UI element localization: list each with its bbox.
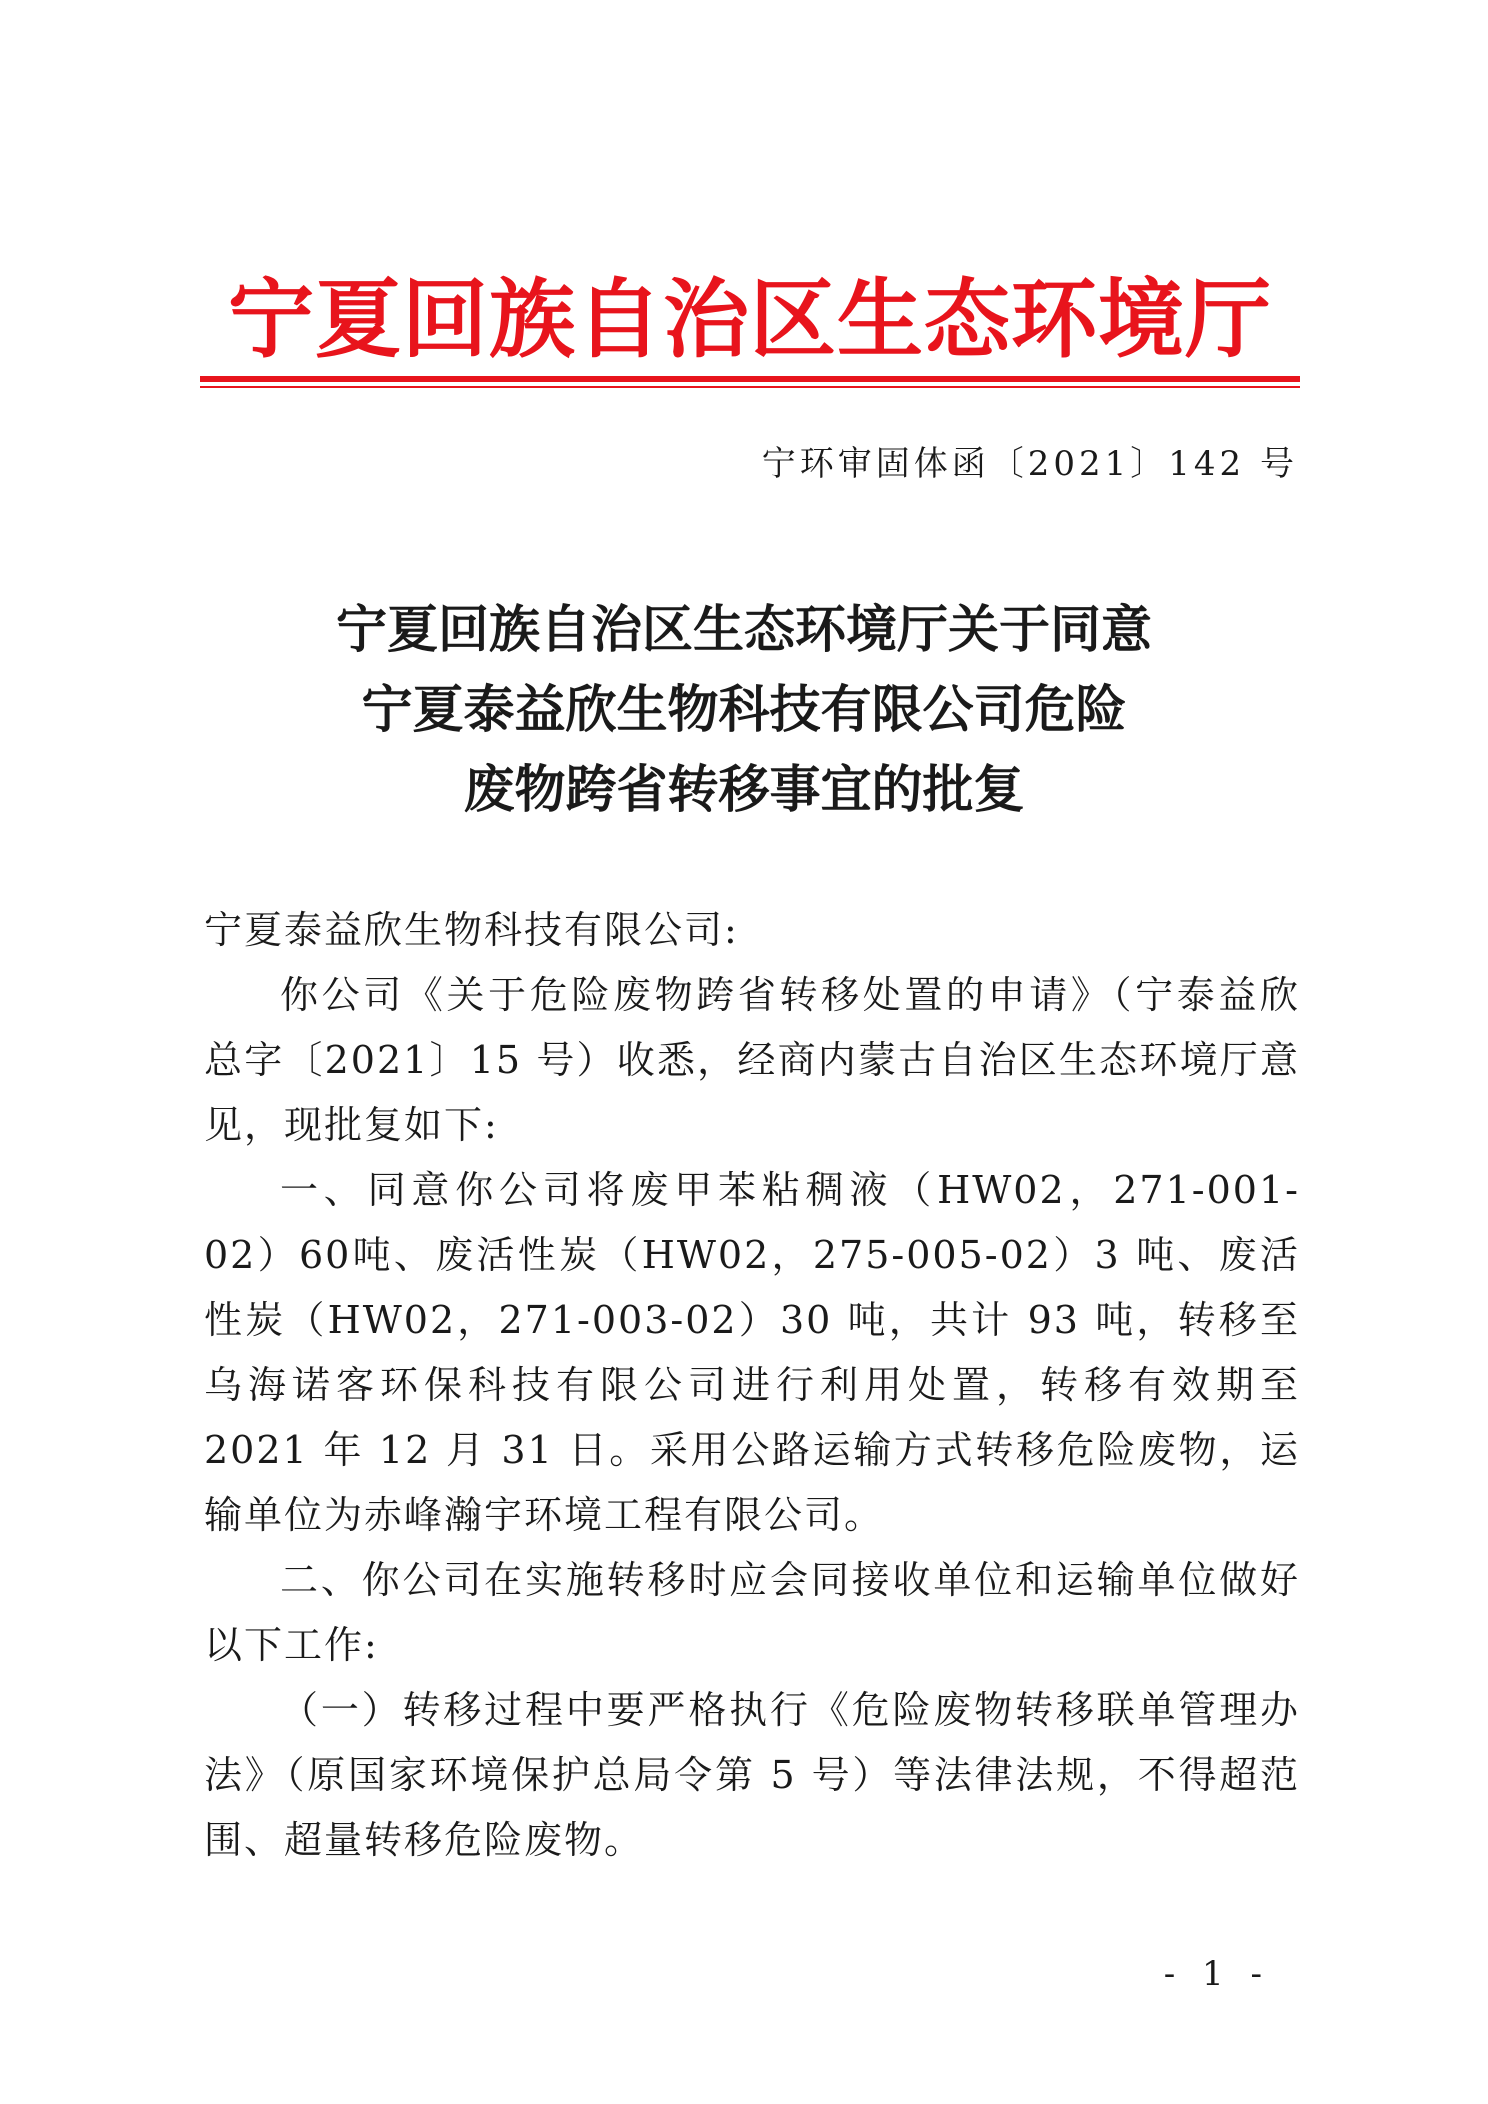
document-title-line: 宁夏泰益欣生物科技有限公司危险 — [361, 680, 1127, 740]
letterhead-issuer: 宁夏回族自治区生态环境厅 — [228, 270, 1272, 370]
document-title-line: 废物跨省转移事宜的批复 — [463, 760, 1025, 820]
body-paragraph: 一、同意你公司将废甲苯粘稠液（HW02，271-001-02）60吨、废活性炭（HW02，275-005-02）3 吨、废活性炭（HW02，271-003-02）30 吨，共计 93 吨，转移至乌海诺客环保科技有限公司进行利用处置，转移有效期至 2021 年 12 月 31 日。采用公路运输方式转移危险废物，运输单位为赤峰瀚宇环境工程有限公司。 — [204, 1168, 1300, 1537]
letterhead-red-rule-thin — [200, 386, 1300, 388]
document-number: 宁环审固体函〔2021〕142 号 — [761, 444, 1298, 484]
body-paragraph: 二、你公司在实施转移时应会同接收单位和运输单位做好以下工作: — [204, 1558, 1300, 1667]
body-paragraph: 你公司《关于危险废物跨省转移处置的申请》（宁泰益欣总字〔2021〕15 号）收悉，经商内蒙古自治区生态环境厅意见，现批复如下: — [204, 973, 1300, 1147]
salutation: 宁夏泰益欣生物科技有限公司: — [204, 908, 739, 952]
page-number: - 1 - — [1163, 1954, 1270, 1994]
document-title — [0, 590, 1488, 830]
letterhead-red-rule — [200, 376, 1300, 382]
document-title-line: 宁夏回族自治区生态环境厅关于同意 — [335, 600, 1152, 660]
document-body — [204, 898, 1300, 1873]
body-paragraph: （一）转移过程中要严格执行《危险废物转移联单管理办法》（原国家环境保护总局令第 5 号）等法律法规，不得超范围、超量转移危险废物。 — [204, 1688, 1300, 1862]
